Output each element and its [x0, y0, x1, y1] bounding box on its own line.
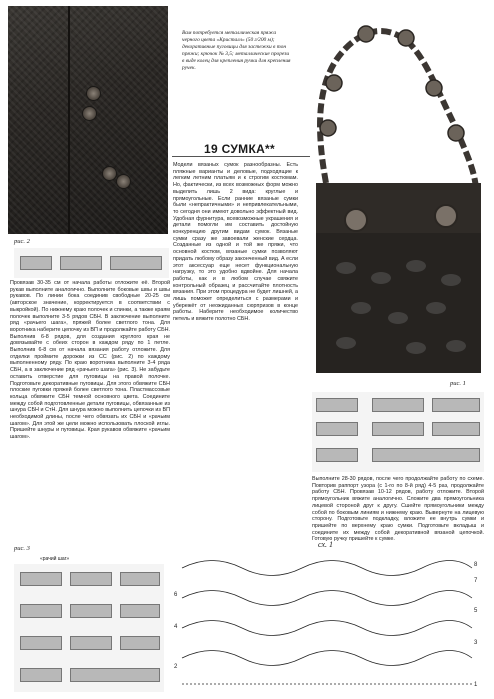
button-detail — [86, 86, 101, 101]
row-number: 1 — [474, 682, 478, 688]
stitch-swatch — [60, 256, 102, 270]
stitch-swatch — [20, 604, 62, 618]
stitch-swatch — [316, 448, 358, 462]
stitch-swatch — [70, 668, 160, 682]
bag-button — [435, 205, 457, 227]
stitch-swatch — [20, 256, 52, 270]
row-number: 6 — [174, 592, 178, 598]
stitch-swatch — [120, 572, 160, 586]
stitch-swatch — [432, 422, 480, 436]
stitch-swatch — [20, 668, 62, 682]
fig-1-label: рис. 1 — [450, 380, 466, 387]
stitch-swatch — [20, 636, 62, 650]
stitch-swatch — [110, 256, 162, 270]
stitch-swatch — [372, 422, 424, 436]
button-detail — [102, 166, 117, 181]
instructions-left: Провязав 30-35 см от начала работы отложите её. Второй рукав выполните аналогично. Выполните боковые швы и швы рукавов. По линии бока соединив свободные 20-25 см (авторское значение, корректируется в соответствии с выкройкой). По нижнему краю полочек и спинки, а также краям полочек выполните 3-5 рядов СБН. В заключение выполните ряд «рачьего шага», пряжей более светлого тона. Для воротника наберите цепочку из ВП и продолжайте работу СБН. Выполнив 6-8 рядов, для создания круглого края не довязывайте с обеих сторон в каждом ряду по 1 петле. Выполнив 6-8 см от начала вязания работу отложите. Для отделки проймите дорожки из СС (рис. 2) по каждому выполненному ряду. По краю воротника выполните 3-4 ряда СБН, а в заключение ряд «рачьего шага» (рис. 3). Не забудьте оставить отверстие для пуговицы на правой полочке. Подготовьте декоративные пуговицы. Для этого обвяжите СБН плоские пуговки пряжей более светлого тона. Пластмассовые кольца обвяжите СБН темной основного цвета. Соедините между собой подготовленные детали пуговицы, обвязанные из шнура СБН и СтН. Для шнура можно выполнить цепочки из ВП необходимой длины, после чего обвязать их СБН и «рачьим шагом». Для этой же цели можно использовать плоской иглы. Пришейте шнуры и пуговицы. Края рукавов обвяжите «рачьим шагом». — [10, 280, 170, 441]
row-number: 8 — [474, 562, 478, 568]
stitch-swatch — [20, 572, 62, 586]
stitch-swatch — [432, 398, 480, 412]
bag-button — [345, 209, 367, 231]
fig-3-label: рис. 3 — [14, 545, 30, 552]
title-divider — [172, 156, 310, 157]
row-number: 7 — [474, 578, 478, 584]
article-title: 19 СУМКА** — [204, 142, 275, 156]
row-number: 4 — [174, 624, 178, 630]
scheme-label: сх. 1 — [318, 540, 333, 549]
fig-1-diagram — [312, 392, 484, 472]
row-number: 2 — [174, 664, 178, 670]
stitch-swatch — [372, 398, 424, 412]
button-detail — [82, 106, 97, 121]
fig-3-diagram — [14, 564, 164, 692]
bag-photo — [306, 8, 486, 378]
stitch-swatch — [70, 572, 112, 586]
stitch-swatch — [70, 636, 112, 650]
stitch-swatch — [316, 422, 358, 436]
row-number: 3 — [474, 640, 478, 646]
fig-2-label: рис. 2 — [14, 238, 30, 245]
fig-3-sublabel: «рачий шаг» — [40, 556, 70, 562]
intro-text: Модели вязаных сумок разнообразны. Есть пляжные варианты и деловые, подходящие к легким летним платьям и к строгим костюмам. Но, фактически, из всех возможных форм можно выделить лишь 2 вида: круглые и прямоугольные. Если ранние вязаные сумки были «непрактичными» и непривлекательными, то сегодня они имеют довольно эффектный вид. Удобная фурнитура, всевозможные украшения и детали помогли им составить достойную конкуренцию другим видам сумок. Вязаные сумки сразу же завоевали женские сердца. Созданные из одной и той же пряжи, что основной костюм, вязаные сумки позволяют придать любому образу законченный вид. А если этот аксессуар еще несет функциональную нагрузку, то это удобно вдвойне. Для начала работы, как и в любом случае свяжите контрольный образец и рассчитайте плотность вязания. При этом процедура не будет лишней, а лишь поможет определиться с размерами и убережёт от неожиданных сюрпризов в конце работы. Наберите необходимое количество петель и вяжите полотно СБН. — [173, 162, 298, 323]
garment-photo — [8, 6, 168, 234]
stitch-swatch — [372, 448, 480, 462]
fig-2-diagram — [14, 248, 169, 278]
stitch-swatch — [120, 604, 160, 618]
stitch-swatch — [70, 604, 112, 618]
button-detail — [116, 174, 131, 189]
instructions-right: Выполните 28-30 рядов, после чего продолжайте работу по схеме. Повторив раппорт узора (с 1-го по 8-й ряд) 4-5 раз, продолжайте работу СБН. Провязав 10-12 рядов, работу отложите. Второй прямоугольник вяжите аналогично. Сложите два прямоугольника лицевой стороной друг к другу. Сшейте прямоугольники между собой по боковым линиям и нижнему краю. Вывернуте на лицевую сторону. Подготовьте подкладку, вложите ее внутрь сумки и пришейте по верхнему краю сумки. Подготовьте вкладыш и соедините их между собой декоративной вязаной цепочкой. Готовую ручку пришейте к сумке. — [312, 476, 484, 543]
crochet-scheme — [172, 548, 484, 694]
stitch-swatch — [316, 398, 358, 412]
materials-caption: Вам потребуется металлическая пряжа черного цвета «Кристалл» (50 г/200 м); декоративные пуговицы для застежки в тон пряжи; крючок № 3,5; металлические прорези в виде колец для крепления ручки для крепления ручек. — [182, 30, 291, 71]
stitch-swatch — [120, 636, 160, 650]
row-number: 5 — [474, 608, 478, 614]
